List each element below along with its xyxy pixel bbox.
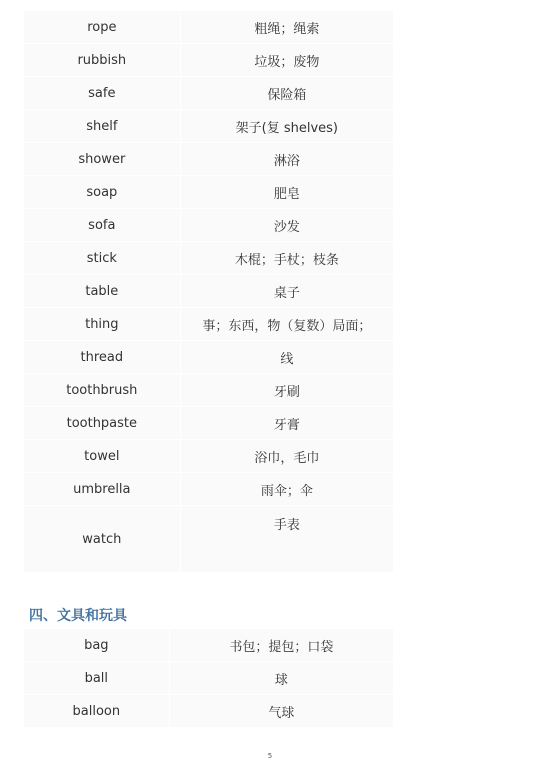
table-row [24, 662, 394, 695]
table-row [24, 629, 394, 662]
english-word: watch [24, 506, 181, 573]
english-word: balloon [24, 695, 170, 728]
english-word: umbrella [24, 473, 181, 506]
page-number: 5 [267, 752, 273, 760]
english-word: safe [24, 77, 181, 110]
table-row [24, 440, 394, 473]
chinese-meaning: 淋浴 [180, 143, 393, 176]
english-word: thing [24, 308, 181, 341]
table-row [24, 77, 394, 110]
chinese-meaning: 牙刷 [180, 374, 393, 407]
english-word: shower [24, 143, 181, 176]
table-row [24, 695, 394, 728]
table-row [24, 143, 394, 176]
english-word: toothbrush [24, 374, 181, 407]
chinese-meaning: 牙膏 [180, 407, 393, 440]
table-row [24, 275, 394, 308]
english-word: stick [24, 242, 181, 275]
chinese-meaning: 肥皂 [180, 176, 393, 209]
chinese-meaning: 手表 [180, 506, 393, 573]
chinese-meaning: 架子(复 shelves) [180, 110, 393, 143]
english-word: ball [24, 662, 170, 695]
chinese-meaning: 雨伞；伞 [180, 473, 393, 506]
chinese-meaning: 保险箱 [180, 77, 393, 110]
table-row [24, 44, 394, 77]
chinese-meaning: 气球 [169, 695, 393, 728]
chinese-meaning: 垃圾；废物 [180, 44, 393, 77]
chinese-meaning: 木棍；手杖；枝条 [180, 242, 393, 275]
table-row [24, 341, 394, 374]
chinese-meaning: 书包；提包；口袋 [169, 629, 393, 662]
english-word: soap [24, 176, 181, 209]
english-word: bag [24, 629, 170, 662]
english-word: rope [24, 11, 181, 44]
table-row [24, 506, 394, 573]
chinese-meaning: 事；东西，物（复数）局面； [180, 308, 393, 341]
table-row [24, 242, 394, 275]
chinese-meaning: 球 [169, 662, 393, 695]
chinese-meaning: 粗绳；绳索 [180, 11, 393, 44]
chinese-meaning: 线 [180, 341, 393, 374]
english-word: rubbish [24, 44, 181, 77]
section-heading: 四、文具和玩具 [29, 608, 127, 624]
chinese-meaning: 桌子 [180, 275, 393, 308]
english-word: toothpaste [24, 407, 181, 440]
english-word: table [24, 275, 181, 308]
vocabulary-table-household [23, 10, 394, 573]
table-row [24, 308, 394, 341]
english-word: towel [24, 440, 181, 473]
english-word: sofa [24, 209, 181, 242]
english-word: thread [24, 341, 181, 374]
vocabulary-table-stationery-toys [23, 628, 394, 728]
table-row [24, 407, 394, 440]
table-row [24, 473, 394, 506]
chinese-meaning: 浴巾，毛巾 [180, 440, 393, 473]
table-row [24, 374, 394, 407]
chinese-meaning: 沙发 [180, 209, 393, 242]
english-word: shelf [24, 110, 181, 143]
table-row [24, 209, 394, 242]
table-row [24, 11, 394, 44]
table-row [24, 110, 394, 143]
table-row [24, 176, 394, 209]
